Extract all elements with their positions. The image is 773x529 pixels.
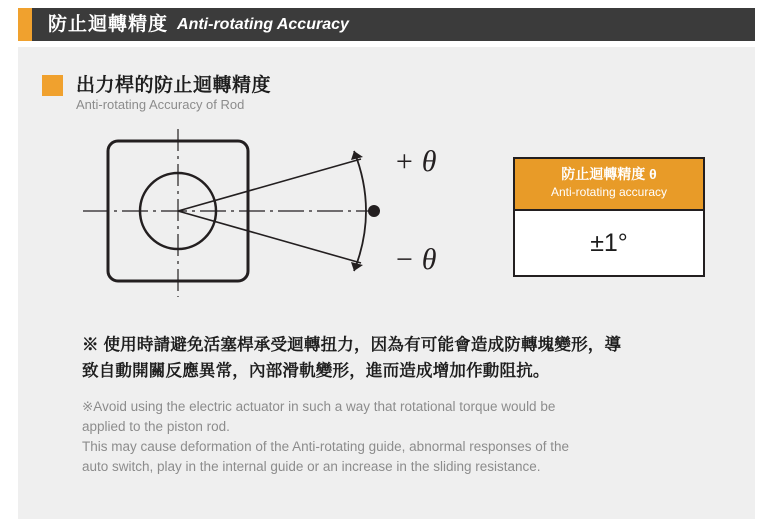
note-english-line-1: ※Avoid using the electric actuator in such a way that rotational torque would be: [82, 399, 556, 414]
note-english-line-2: applied to the piston rod.: [82, 419, 230, 434]
spec-box-value: ±1°: [590, 229, 628, 257]
note-chinese-line-2: 致自動開關反應異常，內部滑軌變形，進而造成增加作動阻抗。: [82, 362, 550, 380]
spec-box-header-chinese: 防止迴轉精度 θ: [561, 166, 657, 182]
note-chinese: [82, 332, 722, 384]
page-header: [18, 8, 755, 41]
spec-box-header-english: Anti-rotating accuracy: [550, 185, 668, 199]
spec-box-header: [515, 159, 703, 211]
pivot-dot: [368, 205, 380, 217]
section-title-english: Anti-rotating Accuracy of Rod: [76, 97, 245, 112]
label-plus-theta: + θ: [394, 145, 437, 178]
note-english: [82, 397, 722, 477]
header-accent-block: [18, 8, 32, 41]
section-marker-square: [42, 75, 63, 96]
content-panel: [18, 47, 755, 519]
spec-box: [513, 157, 705, 277]
note-english-line-3: This may cause deformation of the Anti-rotating guide, abnormal responses of the: [82, 439, 570, 454]
header-title-english: Anti-rotating Accuracy: [177, 16, 349, 33]
section-title-chinese: 出力桿的防止迴轉精度: [76, 75, 272, 96]
header-title-chinese: 防止迴轉精度: [48, 14, 169, 35]
note-chinese-line-1: ※ 使用時請避免活塞桿承受迴轉扭力，因為有可能會造成防轉塊變形，導: [82, 336, 622, 354]
anti-rotating-diagram: [78, 129, 498, 299]
note-english-line-4: auto switch, play in the internal guide or an increase in the sliding resistance.: [82, 459, 541, 474]
label-minus-theta: − θ: [394, 243, 437, 276]
